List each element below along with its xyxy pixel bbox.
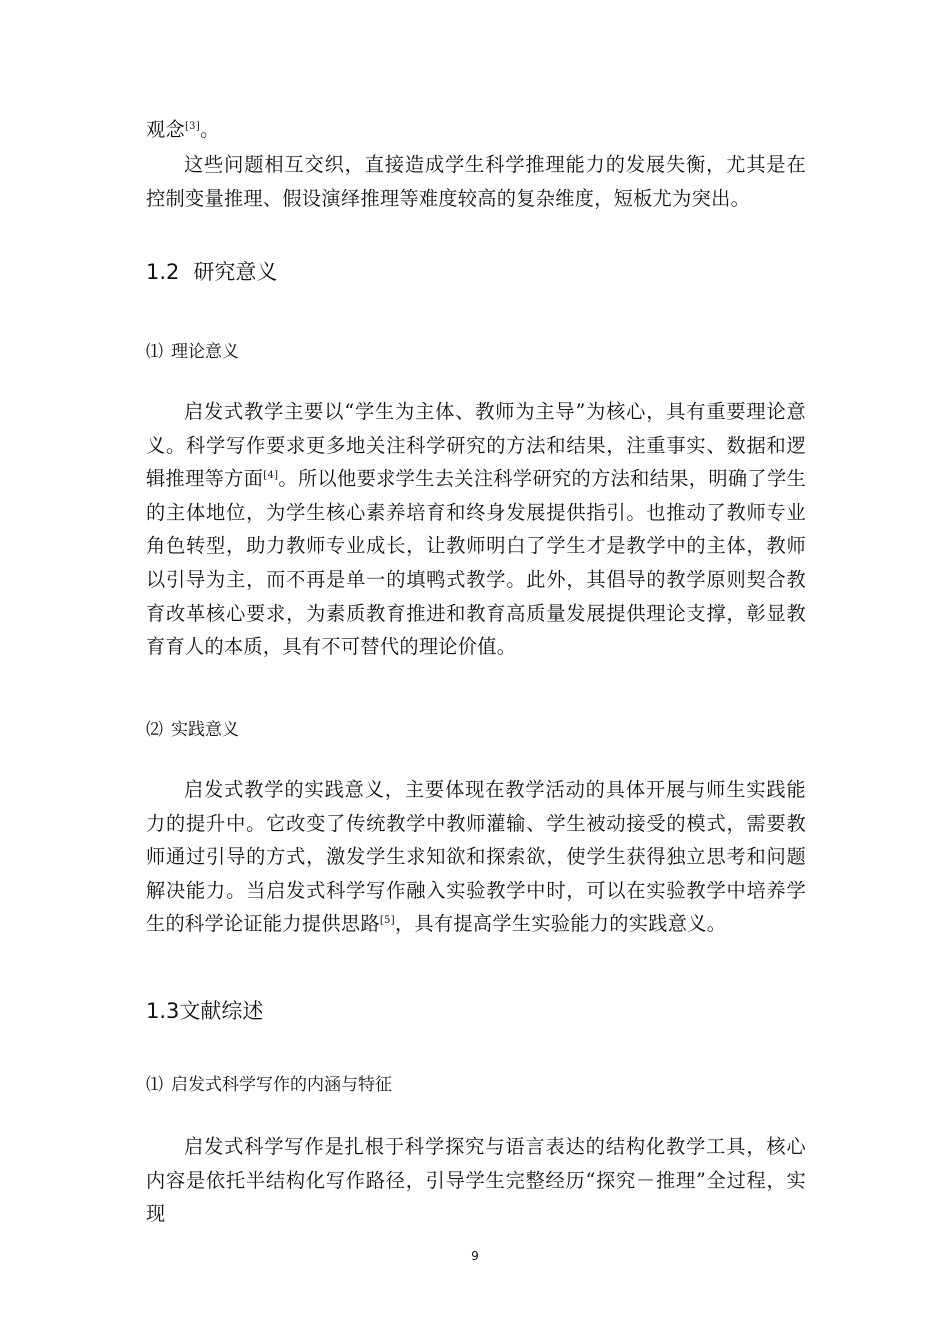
paragraph-problems [146, 148, 806, 215]
subheading-connotation [146, 1073, 806, 1097]
paragraph-text: 观念 [146, 118, 185, 141]
citation-3: [3] [184, 121, 201, 132]
paragraph-intro [146, 113, 806, 147]
citation-5: [5] [379, 915, 395, 927]
subheading-theory [146, 340, 806, 364]
paragraph-text: 启发式教学的实践意义，主要体现在教学活动的具体开展与师生实践能力的提升中。它改变了传统教学中教师灌输、学生被动接受的模式，需要教师通过引导的方式，激发学生求知欲和探索欲，使学生获得独立思考和问题解决能力。当启发式科学写作融入实验教学中时，可以在实验教学中培养学生的科学论证能力提供思路 [146, 778, 806, 936]
paragraph-text: 启发式科学写作是扎根于科学探究与语言表达的结构化教学工具，核心内容是依托半结构化写作路径，引导学生完整经历“探究－推理”全过程，实现 [146, 1135, 806, 1226]
section-number: 1.2 [146, 260, 180, 284]
paragraph-text: 。所以他要求学生去关注科学研究的方法和结果，明确了学生的主体地位，为学生核心素养培育和终身发展提供指引。也推动了教师专业角色转型，助力教师专业成长，让教师明白了学生才是教学中的主体，教师以引导为主，而不再是单一的填鸭式教学。此外，其倡导的教学原则契合教育改革核心要求，为素质教育推进和教育高质量发展提供理论支撑，彰显教育育人的本质，具有不可替代的理论价值。 [146, 467, 806, 659]
subheading-title: 启发式科学写作的内涵与特征 [171, 1075, 392, 1095]
paragraph-text: 启发式教学主要以“学生为主体、教师为主导”为核心，具有重要理论意义。科学写作要求更多地关注科学研究的方法和结果，注重事实、数据和逻辑推理等方面 [146, 400, 806, 491]
subheading-number: ⑴ [146, 342, 163, 362]
citation-4: [4] [263, 470, 279, 482]
section-heading-1-2 [146, 258, 806, 286]
paragraph-practice [146, 773, 806, 941]
section-heading-1-3 [146, 997, 806, 1025]
subheading-number: ⑵ [146, 720, 163, 740]
paragraph-connotation [146, 1130, 806, 1231]
page-number: 9 [471, 1249, 479, 1263]
paragraph-text: 。 [200, 118, 220, 141]
subheading-title: 实践意义 [171, 720, 239, 740]
section-title: 研究意义 [193, 260, 278, 284]
subheading-number: ⑴ [146, 1075, 163, 1095]
section-title: 1.3文献综述 [146, 999, 264, 1023]
paragraph-text: 这些问题相互交织，直接造成学生科学推理能力的发展失衡，尤其是在控制变量推理、假设演绎推理等难度较高的复杂维度，短板尤为突出。 [146, 153, 806, 210]
subheading-title: 理论意义 [171, 342, 239, 362]
paragraph-theory [146, 395, 806, 664]
paragraph-text: ，具有提高学生实验能力的实践意义。 [394, 912, 727, 936]
subheading-practice [146, 718, 806, 742]
